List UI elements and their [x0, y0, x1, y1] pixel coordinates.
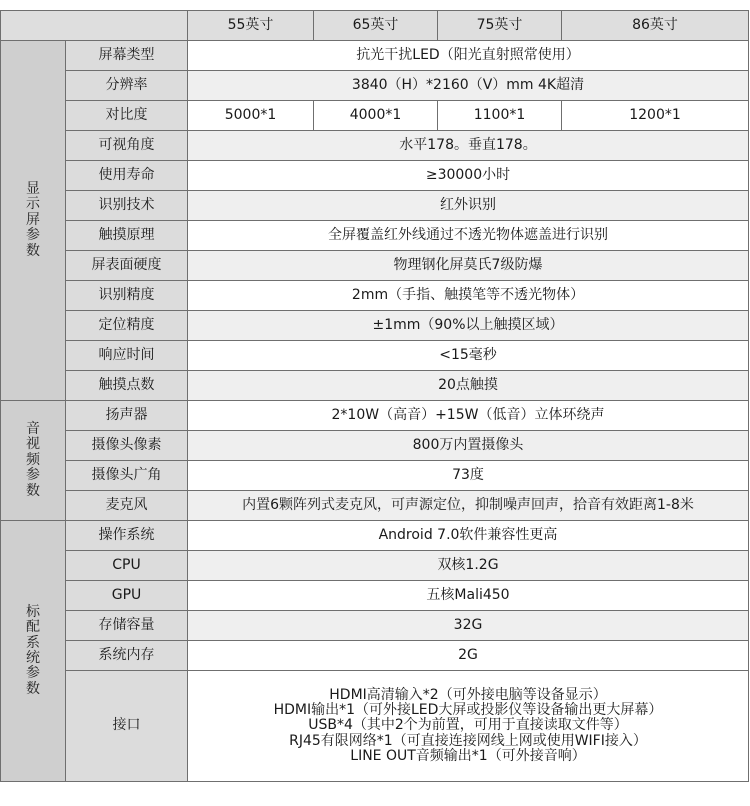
row-value: ±1mm（90%以上触摸区域）	[188, 311, 749, 341]
table-row	[1, 641, 749, 671]
table-row	[1, 581, 749, 611]
header-size: 75英寸	[438, 11, 562, 41]
contrast-value: 4000*1	[314, 101, 438, 131]
table-row	[1, 431, 749, 461]
contrast-value: 1200*1	[562, 101, 749, 131]
row-value: 物理钢化屏莫氏7级防爆	[188, 251, 749, 281]
header-corner	[1, 11, 188, 41]
header-size: 55英寸	[188, 11, 314, 41]
group-label-std	[1, 521, 66, 782]
table-row	[1, 221, 749, 251]
table-row	[1, 341, 749, 371]
interface-line: USB*4（其中2个为前置，可用于直接读取文件等）	[308, 717, 628, 734]
row-value: 红外识别	[188, 191, 749, 221]
row-value: 水平178。垂直178。	[188, 131, 749, 161]
row-value: 800万内置摄像头	[188, 431, 749, 461]
row-label: 扬声器	[66, 401, 188, 431]
row-label: 系统内存	[66, 641, 188, 671]
header-size: 65英寸	[314, 11, 438, 41]
row-label: 识别技术	[66, 191, 188, 221]
interface-line: HDMI输出*1（可外接LED大屏或投影仪等设备输出更大屏幕）	[273, 701, 663, 718]
contrast-value: 1100*1	[438, 101, 562, 131]
table-row	[1, 671, 749, 782]
row-label: 对比度	[66, 101, 188, 131]
row-value: 2G	[188, 641, 749, 671]
row-label: 屏表面硬度	[66, 251, 188, 281]
row-label: CPU	[66, 551, 188, 581]
table-row	[1, 551, 749, 581]
row-label: 摄像头像素	[66, 431, 188, 461]
row-value: 抗光干扰LED（阳光直射照常使用）	[188, 41, 749, 71]
interface-line: HDMI高清输入*2（可外接电脑等设备显示）	[329, 686, 607, 703]
table-row	[1, 461, 749, 491]
row-value: 内置6颗阵列式麦克风，可声源定位，抑制噪声回声，拾音有效距离1-8米	[188, 491, 749, 521]
row-label: 定位精度	[66, 311, 188, 341]
group-label-display	[1, 41, 66, 401]
row-value: 2*10W（高音）+15W（低音）立体环绕声	[188, 401, 749, 431]
row-value: 32G	[188, 611, 749, 641]
row-value: 五核Mali450	[188, 581, 749, 611]
table-row	[1, 521, 749, 551]
table-row	[1, 491, 749, 521]
table-row	[1, 311, 749, 341]
row-value: 全屏覆盖红外线通过不透光物体遮盖进行识别	[188, 221, 749, 251]
header-size: 86英寸	[562, 11, 749, 41]
group-label-av	[1, 401, 66, 521]
row-value: Android 7.0软件兼容性更高	[188, 521, 749, 551]
interface-line: LINE OUT音频输出*1（可外接音响）	[350, 748, 586, 765]
row-label: 使用寿命	[66, 161, 188, 191]
row-value: 20点触摸	[188, 371, 749, 401]
table-row	[1, 251, 749, 281]
row-label: 可视角度	[66, 131, 188, 161]
table-row	[1, 371, 749, 401]
row-label: 操作系统	[66, 521, 188, 551]
row-value: ≥30000小时	[188, 161, 749, 191]
row-label: 触摸原理	[66, 221, 188, 251]
interface-line: RJ45有限网络*1（可直接连接网线上网或使用WIFI接入）	[289, 732, 647, 749]
table-row	[1, 191, 749, 221]
row-value: 73度	[188, 461, 749, 491]
row-label: 接口	[66, 671, 188, 782]
row-label: 麦克风	[66, 491, 188, 521]
header-row	[1, 11, 749, 41]
table-row	[1, 41, 749, 71]
table-row	[1, 161, 749, 191]
row-label: 屏幕类型	[66, 41, 188, 71]
table-row	[1, 131, 749, 161]
group-text: 标配系统参数	[26, 603, 40, 697]
row-label: 存储容量	[66, 611, 188, 641]
table-row	[1, 401, 749, 431]
row-label: 识别精度	[66, 281, 188, 311]
row-value: <15毫秒	[188, 341, 749, 371]
row-label: 触摸点数	[66, 371, 188, 401]
row-value: 2mm（手指、触摸笔等不透光物体）	[188, 281, 749, 311]
row-value: 3840（H）*2160（V）mm 4K超清	[188, 71, 749, 101]
row-label: 摄像头广角	[66, 461, 188, 491]
row-label: GPU	[66, 581, 188, 611]
table-row	[1, 611, 749, 641]
table-row	[1, 71, 749, 101]
group-text: 显示屏参数	[26, 181, 40, 259]
row-label: 分辨率	[66, 71, 188, 101]
row-label: 响应时间	[66, 341, 188, 371]
table-row	[1, 101, 749, 131]
group-text: 音视频参数	[26, 421, 40, 499]
table-row	[1, 281, 749, 311]
spec-table	[0, 10, 749, 782]
interface-list	[188, 671, 749, 782]
row-value: 双核1.2G	[188, 551, 749, 581]
contrast-value: 5000*1	[188, 101, 314, 131]
